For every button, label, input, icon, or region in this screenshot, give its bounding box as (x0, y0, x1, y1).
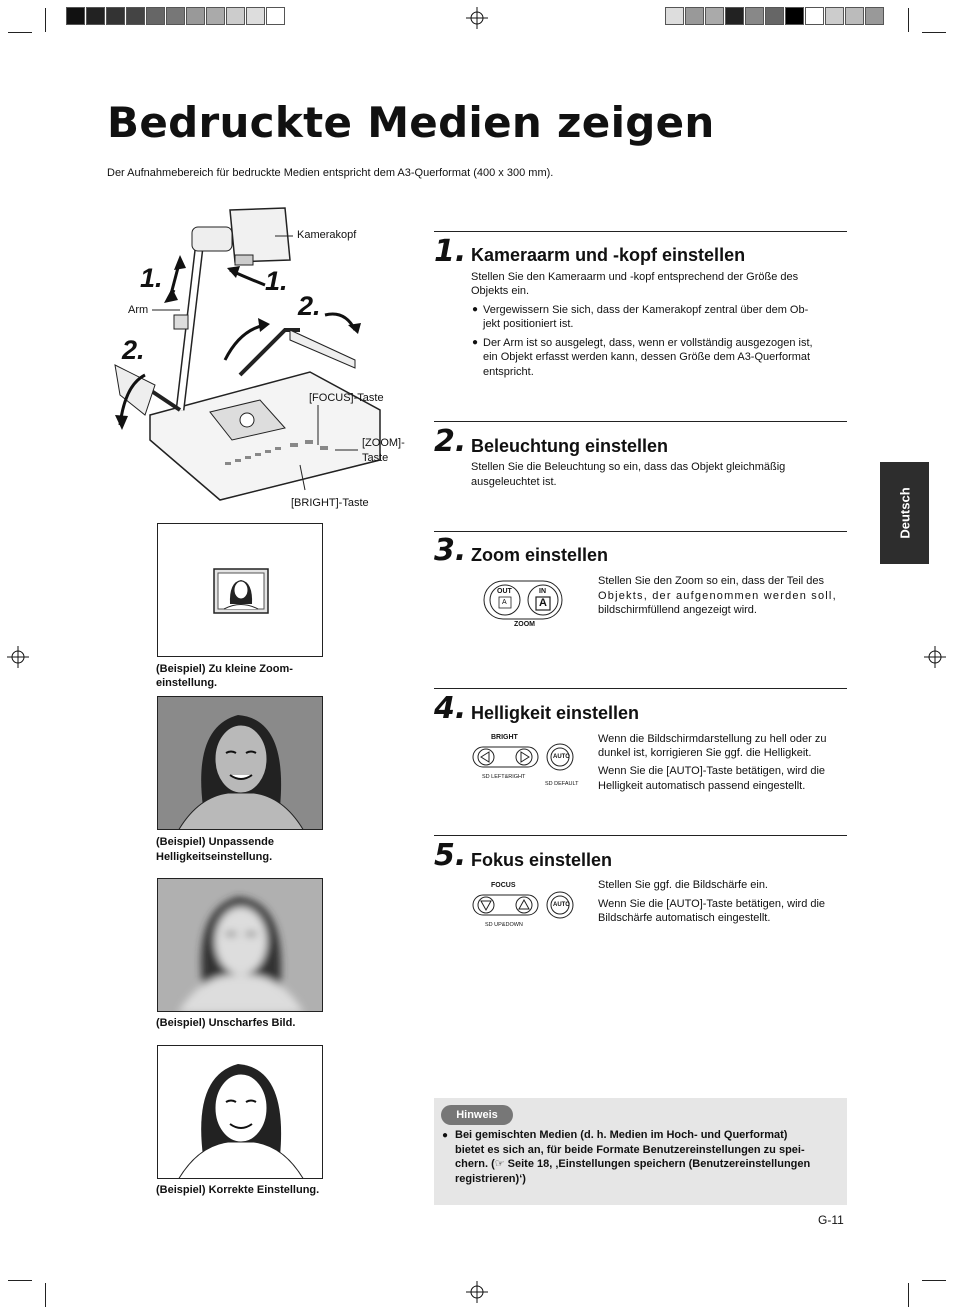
caption-zoom-1: (Beispiel) Zu kleine Zoom- (156, 663, 293, 675)
step-3-heading: Zoom einstellen (471, 545, 609, 565)
note-label: Hinweis (441, 1105, 513, 1125)
label-bright-key: [BRIGHT]-Taste (291, 497, 369, 509)
bullet-icon: ● (472, 337, 479, 348)
step-1-number: 1. (434, 234, 467, 269)
marker-2-left: 2. (122, 335, 145, 365)
language-tab-label: Deutsch (897, 487, 912, 539)
caption-bright-2: Helligkeitseinstellung. (156, 851, 273, 863)
zoom-caption: ZOOM (514, 621, 535, 628)
registration-mark-right (924, 646, 946, 668)
step-1-heading: Kameraarm und -kopf einstellen (471, 245, 746, 265)
step-4-heading: Helligkeit einstellen (471, 703, 640, 723)
bright-sub-left: SD LEFT&RIGHT (482, 774, 526, 780)
step-3-text-3: bildschirmfüllend angezeigt wird. (598, 604, 757, 616)
step-2-heading: Beleuchtung einstellen (471, 436, 669, 456)
label-zoom-key-1: [ZOOM]- (362, 437, 405, 449)
step-4-text-2: dunkel ist, korrigieren Sie ggf. die Helligkeit. (598, 747, 812, 759)
zoom-buttons (483, 580, 563, 620)
step-5-heading: Fokus einstellen (471, 850, 613, 870)
label-focus-key: [FOCUS]-Taste (309, 392, 384, 404)
example-wrong-brightness (157, 696, 323, 830)
bullet-icon: ● (472, 304, 479, 315)
page-number: G-11 (818, 1213, 844, 1227)
label-arm: Arm (128, 304, 149, 316)
focus-caption: FOCUS (491, 882, 516, 889)
bullet-icon: ● (442, 1130, 449, 1141)
focus-auto-label: AUTO (553, 902, 570, 908)
step-1-bullet-2-3: entspricht. (483, 366, 534, 378)
zoom-out-a: A (502, 599, 507, 606)
step-5-number: 5. (434, 838, 467, 873)
bright-sub-right: SD DEFAULT (545, 781, 579, 787)
step-1-bullet-1-2: jekt positioniert ist. (483, 318, 574, 330)
note-line-4: registrieren)‘) (455, 1172, 526, 1185)
caption-correct: (Beispiel) Korrekte Einstellung. (156, 1184, 320, 1196)
label-kamerakopf: Kamerakopf (297, 229, 357, 241)
label-zoom-key-2: Taste (362, 452, 389, 464)
pointing-hand-icon: ☞ (494, 1157, 505, 1170)
note-line-3: chern. (☞ Seite 18, ‚Einstellungen speichern (Benutzereinstellungen (455, 1157, 811, 1170)
caption-zoom-2: einstellung. (156, 677, 218, 689)
zoom-out-label: OUT (497, 588, 512, 595)
example-blurred-image (157, 878, 323, 1012)
step-1-bullet-2-1: Der Arm ist so ausgelegt, dass, wenn er vollständig ausgezogen ist, (483, 337, 813, 349)
example-correct-setting (157, 1045, 323, 1179)
step-2-number: 2. (434, 424, 467, 459)
registration-mark-bottom (466, 1281, 488, 1303)
step-3-number: 3. (434, 533, 467, 568)
note-line-2: bietet es sich an, für beide Formate Benutzereinstellungen zu spei- (455, 1143, 805, 1156)
caption-bright-1: (Beispiel) Unpassende (156, 836, 274, 848)
step-4-text-1: Wenn die Bildschirmdarstellung zu hell oder zu (598, 733, 827, 745)
example-zoom-too-small (157, 523, 323, 657)
marker-1-left: 1. (140, 263, 163, 293)
zoom-in-a: A (539, 597, 547, 609)
intro-text: Der Aufnahmebereich für bedruckte Medien entspricht dem A3-Querformat (400 x 300 mm). (107, 167, 554, 179)
step-2-text-2: ausgeleuchtet ist. (471, 476, 557, 488)
marker-1-right: 1. (265, 266, 288, 296)
page-title: Bedruckte Medien zeigen (107, 98, 715, 147)
caption-focus: (Beispiel) Unscharfes Bild. (156, 1017, 296, 1029)
note-line-1: Bei gemischten Medien (d. h. Medien im Hoch- und Querformat) (455, 1129, 788, 1141)
step-5-text-3: Bildschärfe automatisch eingestellt. (598, 912, 771, 924)
step-4-text-4: Helligkeit automatisch passend eingestellt. (598, 780, 806, 792)
step-3-text-1: Stellen Sie den Zoom so ein, dass der Teil des (598, 575, 825, 587)
step-1-bullet-2-2: ein Objekt erfasst werden kann, dessen Größe dem A3-Querformat (483, 351, 811, 363)
registration-mark-top (466, 7, 488, 29)
step-3-text-2: Objekts, der aufgenommen werden soll, (598, 590, 837, 602)
step-1-text-2: Objekts ein. (471, 285, 530, 297)
zoom-in-label: IN (539, 588, 546, 595)
step-5-text-2: Wenn Sie die [AUTO]-Taste betätigen, wird die (598, 898, 826, 910)
step-5-text-1: Stellen Sie ggf. die Bildschärfe ein. (598, 879, 768, 891)
step-4-text-3: Wenn Sie die [AUTO]-Taste betätigen, wird die (598, 765, 826, 777)
marker-2-right: 2. (298, 291, 321, 321)
step-1-bullet-1-1: Vergewissern Sie sich, dass der Kamerakopf zentral über dem Ob- (483, 304, 809, 316)
step-4-number: 4. (434, 691, 467, 726)
language-tab (880, 462, 929, 564)
note-text (455, 1128, 839, 1186)
focus-sub-left: SD UP&DOWN (485, 922, 523, 928)
step-2-text-1: Stellen Sie die Beleuchtung so ein, dass das Objekt gleichmäßig (471, 461, 786, 473)
registration-mark-left (7, 646, 29, 668)
bright-caption: BRIGHT (491, 734, 518, 741)
bright-auto-label: AUTO (553, 754, 570, 760)
step-1-text-1: Stellen Sie den Kameraarm und -kopf entsprechend der Größe des (471, 271, 799, 283)
